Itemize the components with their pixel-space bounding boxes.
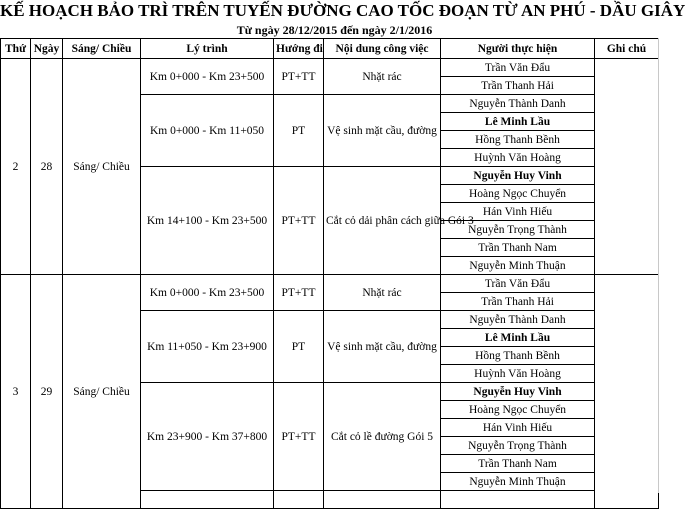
cell-nguoi[interactable]: Huỳnh Văn Hoàng <box>441 365 595 383</box>
cell-noi-dung[interactable]: Nhặt rác <box>324 59 441 95</box>
cell-nguoi[interactable]: Nguyễn Thành Danh <box>441 95 595 113</box>
cell-noi-dung[interactable]: Cắt cỏ lề đường Gói 5 <box>324 383 441 491</box>
cell-thu[interactable]: 3 <box>1 275 31 509</box>
cell-ngay[interactable]: 29 <box>31 275 63 509</box>
header-thu[interactable]: Thứ <box>1 39 31 59</box>
header-noi-dung[interactable]: Nội dung công việc <box>324 39 441 59</box>
cell-huong-di[interactable]: PT+TT <box>274 59 324 95</box>
cell-nguoi[interactable]: Hồng Thanh Bềnh <box>441 131 595 149</box>
cell-nguoi-lead[interactable]: Nguyễn Huy Vinh <box>441 167 595 185</box>
cell-nguoi[interactable]: Trần Thanh Nam <box>441 455 595 473</box>
cell-nguoi[interactable]: Hoàng Ngọc Chuyển <box>441 185 595 203</box>
cell-huong-di[interactable]: PT <box>274 311 324 383</box>
cell-huong-di[interactable]: PT+TT <box>274 167 324 275</box>
cell-ly-trinh[interactable]: Km 0+000 - Km 11+050 <box>141 95 274 167</box>
cell-nguoi-lead[interactable]: Nguyễn Huy Vinh <box>441 383 595 401</box>
cell-ly-trinh[interactable]: Km 11+050 - Km 23+900 <box>141 311 274 383</box>
cell-nguoi-lead[interactable]: Lê Minh Lầu <box>441 329 595 347</box>
cell-ghi-chu[interactable] <box>595 59 659 275</box>
cell-buoi[interactable]: Sáng/ Chiều <box>63 59 141 275</box>
cell-empty[interactable] <box>141 491 274 509</box>
date-range-subtitle: Từ ngày 28/12/2015 đến ngày 2/1/2016 <box>236 23 433 37</box>
cell-ly-trinh[interactable]: Km 14+100 - Km 23+500 <box>141 167 274 275</box>
header-buoi[interactable]: Sáng/ Chiều <box>63 39 141 59</box>
sheet-title: KẾ HOẠCH BẢO TRÌ TRÊN TUYẾN ĐƯỜNG CAO TỐC ĐOẠN TỪ AN PHÚ - DẦU GIÂY <box>0 1 685 20</box>
cell-nguoi[interactable]: Nguyễn Minh Thuận <box>441 473 595 491</box>
cell-nguoi[interactable]: Nguyễn Trọng Thành <box>441 437 595 455</box>
cell-huong-di[interactable]: PT+TT <box>274 383 324 491</box>
cell-nguoi[interactable]: Trần Thanh Hải <box>441 77 595 95</box>
cell-empty[interactable] <box>441 491 595 509</box>
cell-huong-di[interactable]: PT <box>274 95 324 167</box>
cell-nguoi[interactable]: Hoàng Ngọc Chuyển <box>441 401 595 419</box>
cell-noi-dung[interactable]: Cắt cỏ dải phân cách giữa Gói 3 <box>324 167 441 275</box>
cell-thu[interactable]: 2 <box>1 59 31 275</box>
cell-noi-dung[interactable]: Nhặt rác <box>324 275 441 311</box>
cell-nguoi[interactable]: Nguyễn Trọng Thành <box>441 221 595 239</box>
cell-nguoi[interactable]: Nguyễn Minh Thuận <box>441 257 595 275</box>
cell-noi-dung[interactable]: Vệ sinh mặt cầu, đường <box>324 95 441 167</box>
cell-nguoi[interactable]: Nguyễn Thành Danh <box>441 311 595 329</box>
cell-empty[interactable] <box>274 491 324 509</box>
cell-ly-trinh[interactable]: Km 0+000 - Km 23+500 <box>141 59 274 95</box>
cell-nguoi[interactable]: Huỳnh Văn Hoàng <box>441 149 595 167</box>
cell-ghi-chu[interactable] <box>595 275 659 509</box>
next-column-gridline <box>658 38 669 493</box>
cell-nguoi[interactable]: Trần Thanh Nam <box>441 239 595 257</box>
header-ghi-chu[interactable]: Ghi chú <box>595 39 659 59</box>
cell-noi-dung[interactable]: Vệ sinh mặt cầu, đường <box>324 311 441 383</box>
cell-nguoi[interactable]: Trần Thanh Hải <box>441 293 595 311</box>
maintenance-schedule-table <box>0 38 659 509</box>
table-row <box>1 59 659 77</box>
cell-nguoi[interactable]: Trần Văn Đẩu <box>441 275 595 293</box>
cell-nguoi[interactable]: Hán Vinh Hiếu <box>441 419 595 437</box>
cell-ngay[interactable]: 28 <box>31 59 63 275</box>
header-row <box>1 39 659 59</box>
header-ly-trinh[interactable]: Lý trình <box>141 39 274 59</box>
cell-nguoi[interactable]: Hán Vinh Hiếu <box>441 203 595 221</box>
header-huong-di[interactable]: Hướng đi <box>274 39 324 59</box>
cell-nguoi[interactable]: Trần Văn Đẩu <box>441 59 595 77</box>
cell-huong-di[interactable]: PT+TT <box>274 275 324 311</box>
cell-nguoi-lead[interactable]: Lê Minh Lầu <box>441 113 595 131</box>
cell-ly-trinh[interactable]: Km 0+000 - Km 23+500 <box>141 275 274 311</box>
cell-buoi[interactable]: Sáng/ Chiều <box>63 275 141 509</box>
cell-nguoi[interactable]: Hồng Thanh Bềnh <box>441 347 595 365</box>
cell-ly-trinh[interactable]: Km 23+900 - Km 37+800 <box>141 383 274 491</box>
header-ngay[interactable]: Ngày <box>31 39 63 59</box>
table-row <box>1 275 659 293</box>
header-nguoi-thuc-hien[interactable]: Người thực hiện <box>441 39 595 59</box>
cell-empty[interactable] <box>324 491 441 509</box>
